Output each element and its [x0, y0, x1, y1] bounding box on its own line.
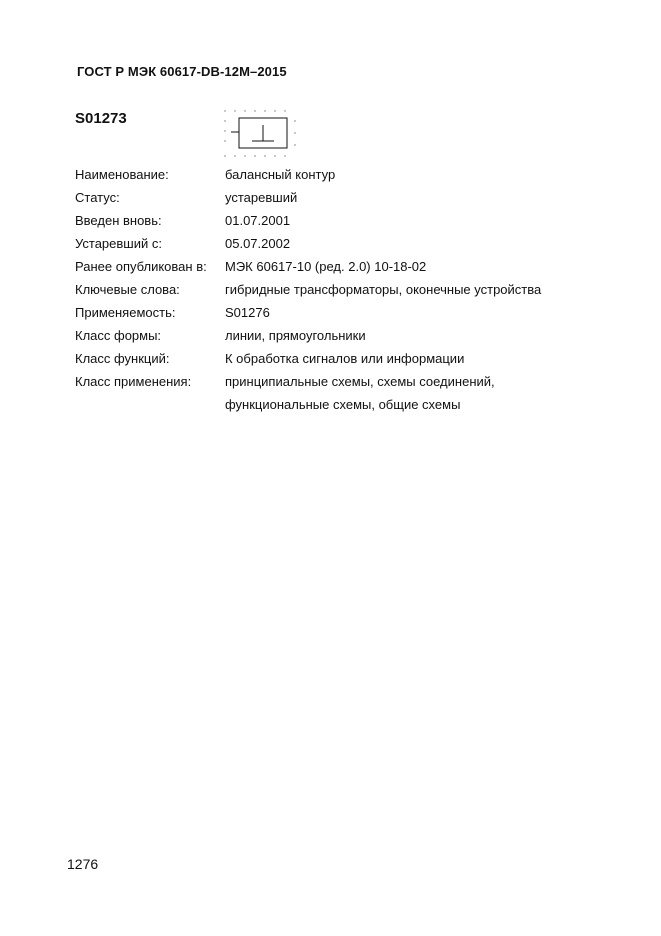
property-value: 01.07.2001 — [225, 213, 291, 228]
property-value: линии, прямоугольники — [225, 328, 366, 343]
property-row — [75, 324, 541, 347]
property-row — [75, 255, 541, 278]
property-row — [75, 301, 541, 324]
property-label: Наименование: — [75, 167, 169, 182]
property-row — [75, 278, 541, 301]
property-label: Класс формы: — [75, 328, 162, 343]
property-label: Устаревший с: — [75, 236, 162, 251]
property-label: Статус: — [75, 190, 120, 205]
property-value: функциональные схемы, общие схемы — [225, 397, 461, 412]
property-value: балансный контур — [225, 167, 336, 182]
property-label: Ранее опубликован в: — [75, 259, 207, 274]
property-row — [75, 209, 541, 232]
property-value: принципиальные схемы, схемы соединений, — [225, 374, 495, 389]
property-value: К обработка сигналов или информации — [225, 351, 465, 366]
property-label: Класс функций: — [75, 351, 170, 366]
property-row — [75, 370, 541, 416]
balanced-network-symbol-icon — [222, 108, 302, 160]
property-label: Класс применения: — [75, 374, 192, 389]
property-label: Введен вновь: — [75, 213, 162, 228]
property-value: МЭК 60617-10 (ред. 2.0) 10-18-02 — [225, 259, 427, 274]
property-label: Применяемость: — [75, 305, 176, 320]
grid-dots — [224, 110, 295, 156]
property-row — [75, 186, 541, 209]
page-number: 1276 — [67, 856, 99, 872]
properties-table — [75, 163, 541, 416]
symbol-code: S01273 — [75, 110, 127, 127]
property-value: S01276 — [225, 305, 270, 320]
property-value: 05.07.2002 — [225, 236, 291, 251]
property-row — [75, 232, 541, 255]
property-label: Ключевые слова: — [75, 282, 180, 297]
property-row — [75, 163, 541, 186]
property-value: гибридные трансформаторы, оконечные устройства — [225, 282, 542, 297]
document-header: ГОСТ Р МЭК 60617-DB-12M–2015 — [77, 64, 287, 79]
property-value: устаревший — [225, 190, 298, 205]
property-row — [75, 347, 541, 370]
